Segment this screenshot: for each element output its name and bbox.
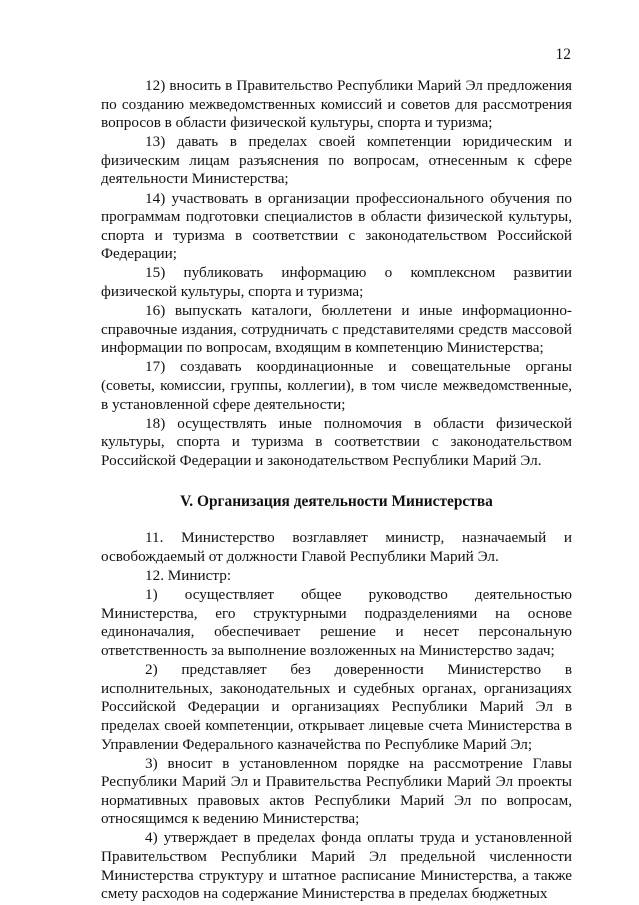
paragraph-item-17: 17) создавать координационные и совещательные органы (советы, комиссии, группы, коллегии), в том числе межведомственные, в установленной сфере деятельности;	[101, 358, 572, 413]
paragraph-subitem-4: 4) утверждает в пределах фонда оплаты труда и установленной Правительством Республики Марий Эл предельной численности Министерства структуру и штатное расписание Министерства, а также смету расходов на содержание Министерства в пределах бюджетных	[101, 829, 572, 903]
paragraph-item-12: 12) вносить в Правительство Республики Марий Эл предложения по созданию межведомственных комиссий и советов для рассмотрения вопросов в области физической культуры, спорта и туризма;	[101, 77, 572, 132]
paragraph-item-15: 15) публиковать информацию о комплексном развитии физической культуры, спорта и туризма;	[101, 264, 572, 301]
paragraph-item-14: 14) участвовать в организации профессионального обучения по программам подготовки специалистов в области физической культуры, спорта и туризма в соответствии с законодательством Российской Федерации;	[101, 189, 572, 263]
paragraph-item-18: 18) осуществлять иные полномочия в области физической культуры, спорта и туризма в соответствии с законодательством Российской Федерации и законодательством Республики Марий Эл.	[101, 414, 572, 469]
document-body	[101, 77, 572, 904]
paragraph-subitem-3: 3) вносит в установленном порядке на рассмотрение Главы Республики Марий Эл и Правительства Республики Марий Эл проекты нормативных правовых актов Республики Марий Эл по вопросам, относящимся к ведению Министерства;	[101, 754, 572, 828]
paragraph-item-16: 16) выпускать каталоги, бюллетени и иные информационно-справочные издания, сотрудничать с представителями средств массовой информации по вопросам, входящим в компетенцию Министерства;	[101, 302, 572, 357]
section-heading: V. Организация деятельности Министерства	[180, 493, 493, 511]
paragraph-clause-11: 11. Министерство возглавляет министр, назначаемый и освобождаемый от должности Главой Республики Марий Эл.	[101, 529, 572, 566]
page-number: 12	[555, 46, 571, 63]
paragraph-item-13: 13) давать в пределах своей компетенции юридическим и физическим лицам разъяснения по вопросам, отнесенным к сфере деятельности Министерства;	[101, 133, 572, 188]
paragraph-subitem-1: 1) осуществляет общее руководство деятельностью Министерства, его структурными подразделениями на основе единоначалия, обеспечивает решение и несет персональную ответственность за выполнение возложенных на Министерство задач;	[101, 586, 572, 660]
paragraph-clause-12: 12. Министр:	[145, 567, 232, 585]
paragraph-subitem-2: 2) представляет без доверенности Министерство в исполнительных, законодательных и судебных органах, организациях Российской Федерации и организациях Республики Марий Эл в пределах своей компетенции, открывает лицевые счета Министерства в Управлении Федерального казначейства по Республике Марий Эл;	[101, 661, 572, 753]
